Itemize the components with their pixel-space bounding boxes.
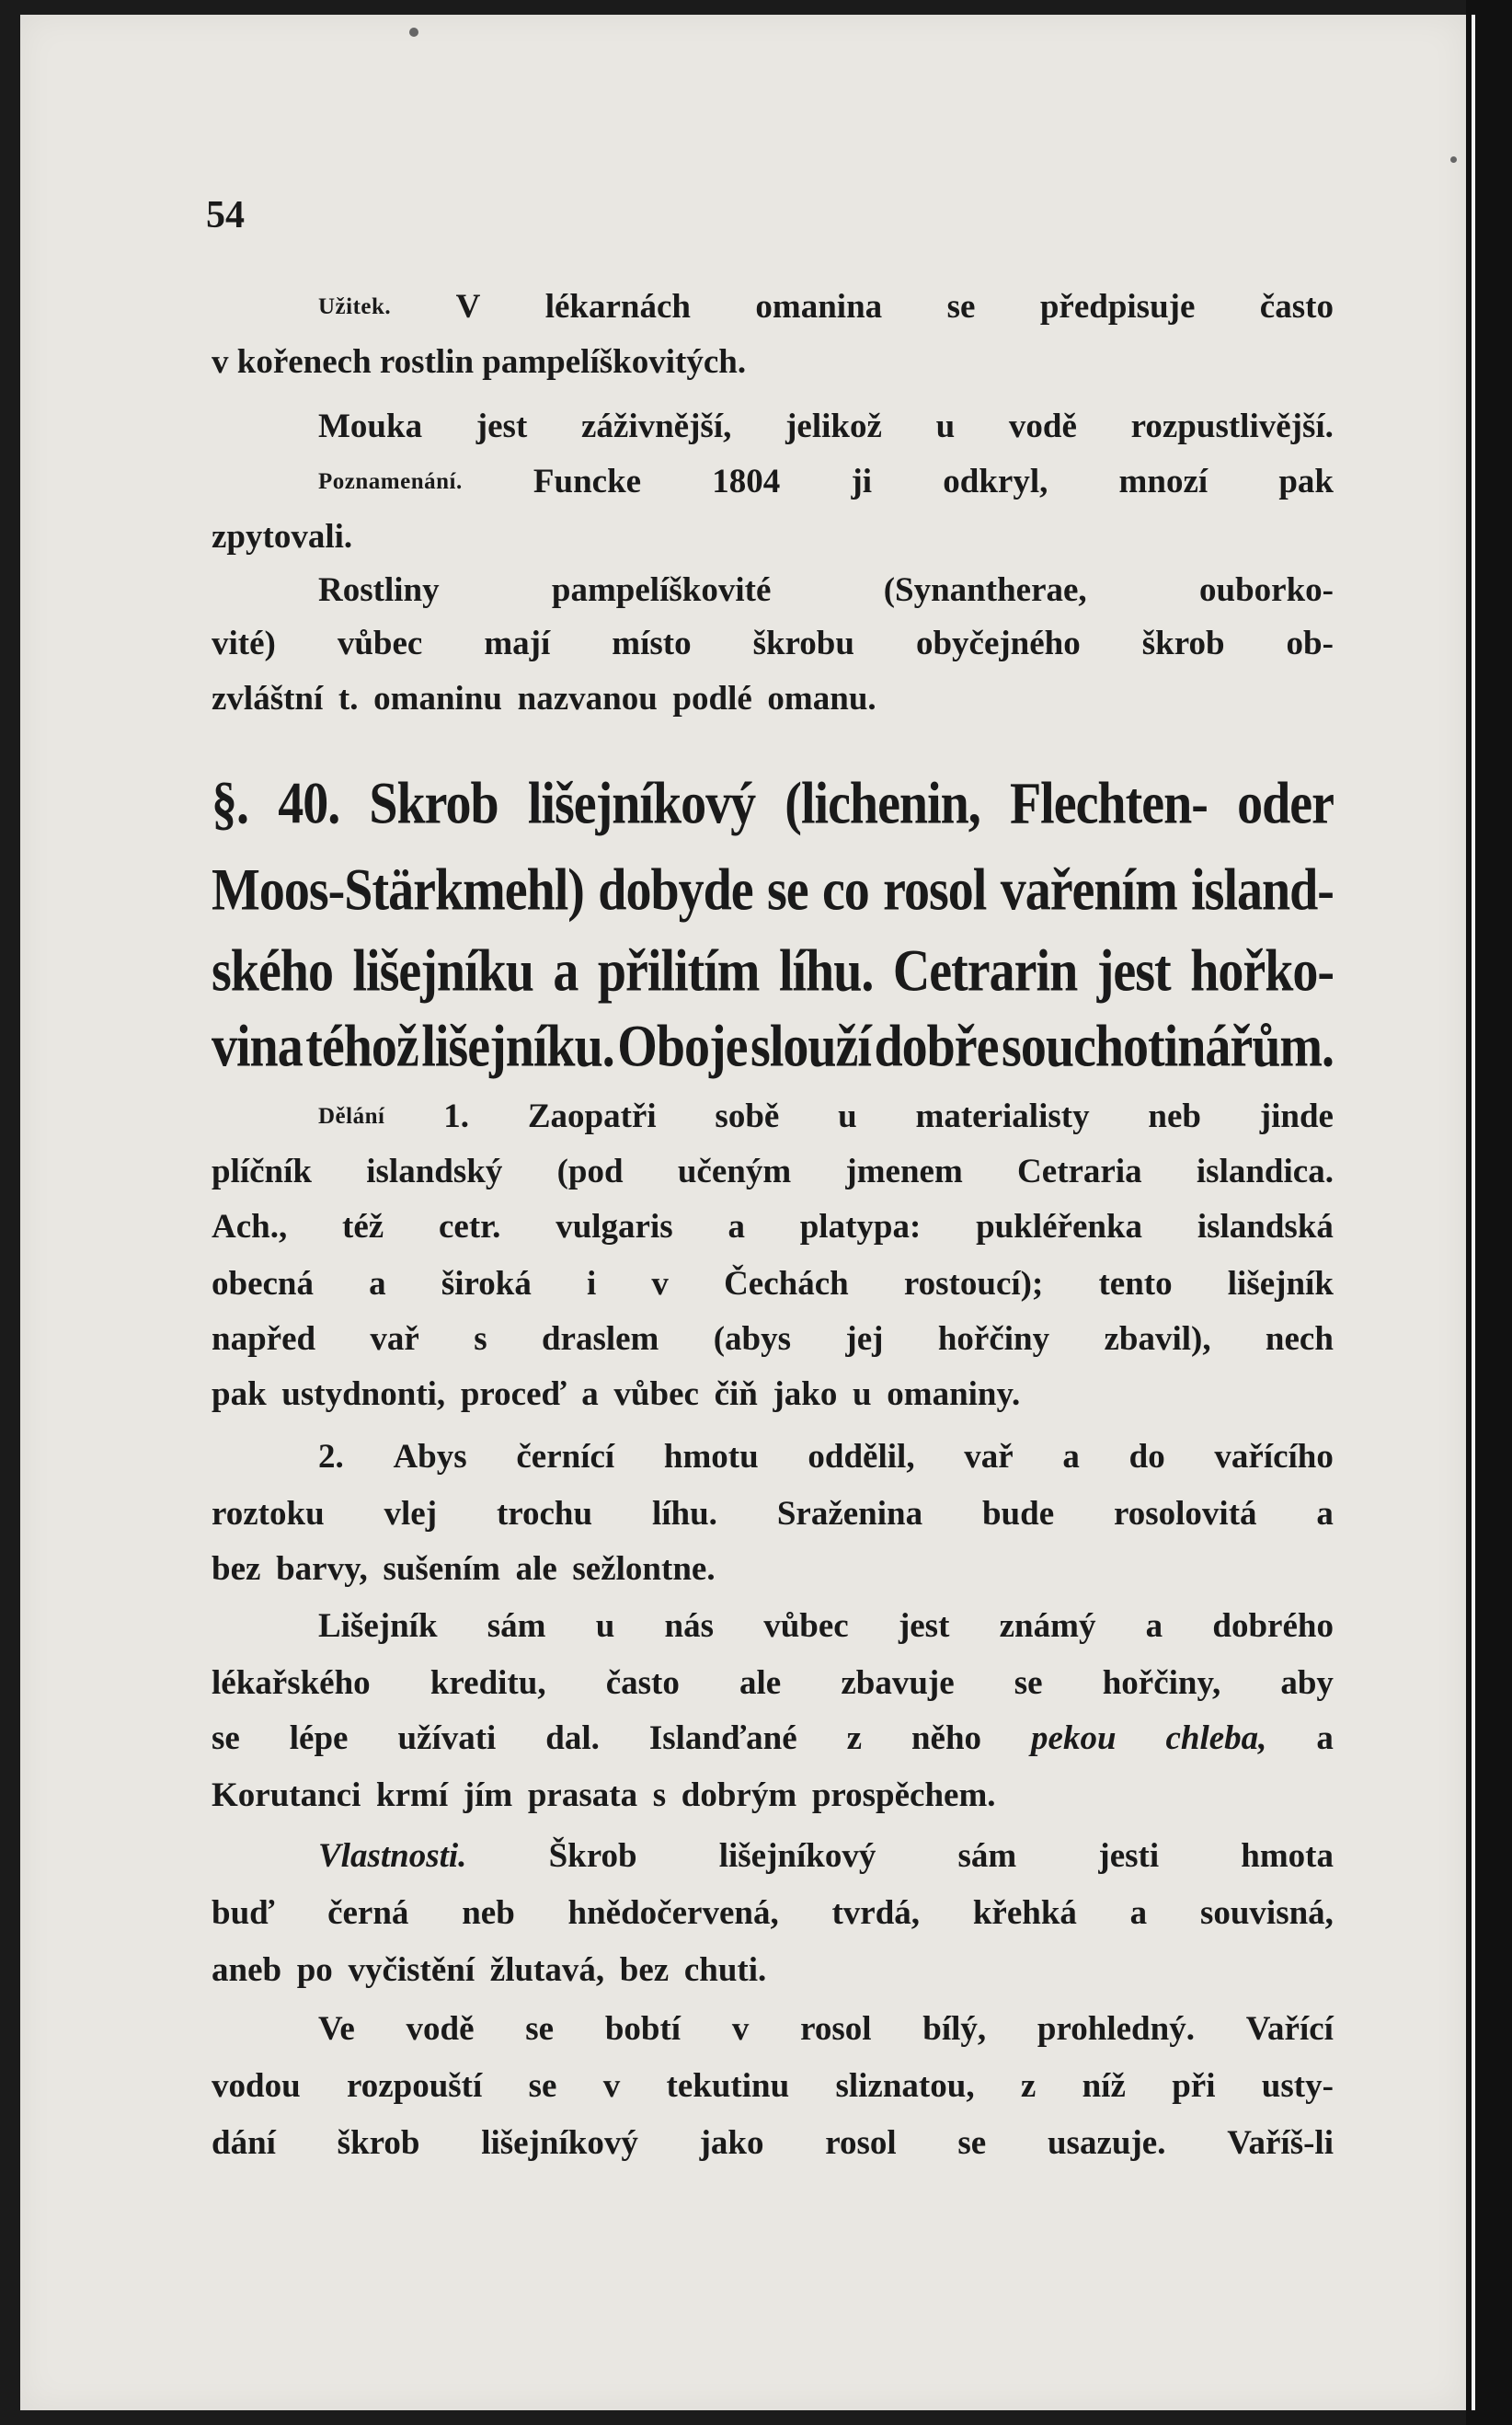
word: vodou [212,2067,301,2105]
text-line [318,285,1334,329]
word: vař [370,1320,419,1358]
word: jesti [1098,1837,1160,1875]
word: rosolovitá [1114,1495,1257,1533]
word: zbavuje [841,1664,955,1702]
word: hmotu [663,1438,759,1476]
word: do [1128,1438,1165,1476]
word: lišejníkový [718,1837,876,1875]
word: škrob [1141,625,1225,662]
word: lišejníku [352,938,533,1005]
word: a [727,1208,745,1246]
word: hořčiny, [1102,1664,1221,1702]
word: 1804 [712,463,781,500]
word: Rostliny [318,571,440,609]
word: V [455,288,481,326]
word: Sraženina [776,1495,923,1533]
page-edge [1472,15,1475,2410]
word: lišejníku. [421,1014,614,1080]
word: prohledný. [1037,2010,1195,2048]
word: islandica. [1196,1153,1334,1190]
word: pekou [1031,1719,1117,1757]
word: Čechách [724,1265,849,1303]
word: roztoku [212,1495,325,1533]
word: jako [773,1375,838,1413]
word: chleba, [1165,1719,1267,1757]
word: usty- [1261,2067,1334,2105]
word: sežlontne. [572,1550,716,1588]
word: obyčejného [915,625,1081,662]
word: islandská [1197,1208,1334,1246]
word: se [528,2067,557,2105]
word: hořko- [1190,938,1334,1005]
word: vař [964,1438,1014,1476]
word: vodě [1008,408,1077,445]
word: u [595,1607,615,1645]
word: Mouka [318,408,423,445]
word: sám [957,1837,1017,1875]
word: u [853,1375,872,1413]
word: a [1062,1438,1080,1476]
word: žlutavá, [489,1951,605,1989]
text-line [212,2121,1334,2166]
word: hořčiny [937,1320,1050,1358]
word: jmenem [845,1153,963,1190]
text-line [318,2007,1334,2051]
word: co [821,857,869,924]
word: lékařského [212,1664,371,1702]
word: lišejník [1227,1265,1334,1303]
word: omaniny. [887,1375,1021,1413]
word: jest [1096,938,1171,1005]
word: lišejníkový [527,771,756,837]
word: Škrob [548,1837,637,1875]
word: sliznatou, [835,2067,975,2105]
word: záživnější, [580,408,732,445]
word: omaninu [373,680,502,718]
text-line [212,2064,1334,2109]
word: a [369,1265,386,1303]
word: neb [462,1894,515,1932]
word: nazvanou [517,680,658,718]
word: Funcke [533,463,642,500]
word: škrob [337,2124,420,2162]
word: tekutinu [666,2067,790,2105]
word: mají [484,625,551,662]
text-line [318,569,1334,613]
word: trochu [496,1495,593,1533]
word: a [1316,1719,1334,1757]
word: t. [338,680,359,718]
word: rosol [825,2124,897,2162]
word: jinde [1259,1098,1334,1135]
word: jest [475,408,528,445]
word: ob- [1286,625,1334,662]
word: lékarnách [544,288,691,326]
word: z [1020,2067,1037,2105]
text-line [212,1150,1334,1194]
word: dání [212,2124,276,2162]
word: Vařící [1245,2010,1334,2048]
word: s [652,1776,667,1814]
word: vlej [384,1495,438,1533]
word: bobtí [604,2010,682,2048]
word: kreditu, [430,1664,546,1702]
word: černá [327,1894,409,1932]
word: se [525,2010,555,2048]
word: platypa: [799,1208,922,1246]
word: černící [516,1438,615,1476]
text-line [212,622,1334,666]
word: předpisuje [1039,288,1196,326]
word: nech [1265,1320,1334,1358]
word: a [1145,1607,1163,1645]
word: v [731,2010,750,2048]
word: lišejníkový [481,2124,638,2162]
word: vyčistění [348,1951,475,1989]
word: přilitím [597,938,760,1005]
word: aby [1280,1664,1334,1702]
word: lépe [289,1719,349,1757]
word: ského [212,938,333,1005]
word: se [212,1719,240,1757]
word: po [296,1951,333,1989]
word: líhu. [651,1495,717,1533]
word: a [1316,1495,1334,1533]
word: něho [911,1719,982,1757]
word: omanina [755,288,883,326]
page-number: 54 [206,194,245,236]
word: ale [739,1664,782,1702]
word: zvláštní [212,680,324,718]
word: vodě [406,2010,475,2048]
word: Ve [318,2010,355,2048]
word: se [957,2124,987,2162]
text-line [318,1435,1334,1479]
word: ouborko- [1199,571,1334,609]
word: křehká [972,1894,1077,1932]
word: buď [212,1894,275,1932]
word: krmí [376,1776,449,1814]
word: jej [845,1320,884,1358]
word: škrobu [752,625,854,662]
word: rozpouští [346,2067,483,2105]
text-line [318,1834,1334,1879]
word: rosol [800,2010,872,2048]
word: souchotinářům. [1002,1014,1334,1080]
word: slouží [750,1014,871,1080]
word: aneb [212,1951,282,1989]
word: Korutanci [212,1776,361,1814]
word: u [935,408,956,445]
word: Skrob [369,771,498,837]
text-line [318,1604,1334,1649]
word: bude [981,1495,1055,1533]
scan-speck [1450,156,1457,163]
word: mnozí [1118,463,1208,500]
word: rostoucí); [903,1265,1044,1303]
word: (Synantherae, [883,571,1087,609]
word: téhož [305,1014,418,1080]
word: vité) [212,625,276,662]
word: neb [1148,1098,1201,1135]
word: Abys [393,1438,467,1476]
word: z [846,1719,863,1757]
text-line [212,515,1334,559]
word: podlé [672,680,752,718]
word: líhu. [778,938,874,1005]
word: učeným [677,1153,792,1190]
word: Moos-Stärkmehl) [212,857,584,924]
word: sám [487,1607,546,1645]
word: ale [515,1550,557,1588]
word: draslem [541,1320,659,1358]
word: často [605,1664,680,1702]
word: Ach., [212,1208,288,1246]
word: se [1014,1664,1043,1702]
text-line [212,1661,1334,1706]
word: ustydnonti, [281,1375,446,1413]
word: hmota [1241,1837,1334,1875]
word: místo [612,625,692,662]
word: (lichenin, [785,771,980,837]
word: §. [212,771,248,837]
word: bez [619,1951,670,1989]
word: Užitek. [318,294,392,319]
word: i [586,1265,597,1303]
word: v [651,1265,669,1303]
word: plíčník [212,1153,312,1190]
word: napřed [212,1320,316,1358]
word: pak [212,1375,267,1413]
text-line [212,1205,1334,1249]
word: odkryl, [943,463,1048,500]
word: barvy, [276,1550,368,1588]
text-line [212,1774,1334,1818]
word: prospěchem. [811,1776,996,1814]
word: čiň [714,1375,758,1413]
word: vůbec [613,1375,699,1413]
heading-line [212,766,1334,843]
word: vůbec [337,625,423,662]
text-line [318,405,1334,449]
word: materialisty [915,1098,1090,1135]
word: dobře [874,1014,999,1080]
word: island- [1191,857,1334,924]
word: souvisná, [1199,1894,1334,1932]
text-line [212,1492,1334,1536]
word: sušením [383,1550,500,1588]
word: bez [212,1550,261,1588]
word: a [1129,1894,1148,1932]
word: tento [1098,1265,1173,1303]
word: (pod [556,1153,624,1190]
word: v [602,2067,621,2105]
word: proceď [460,1375,567,1413]
word: často [1259,288,1334,326]
word: vina [212,1014,303,1080]
word: Cetrarin [892,938,1078,1005]
word: a [581,1375,599,1413]
word: tvrdá, [831,1894,921,1932]
text-line [212,1717,1334,1761]
word: Vlastnosti. [318,1837,467,1875]
word: zpytovali. [212,518,353,556]
heading-line [212,934,1334,1010]
word: v kořenech rostlin pampelíškovitých. [212,343,747,381]
word: chuti. [683,1951,767,1989]
word: a [553,938,578,1005]
word: vůbec [763,1607,849,1645]
word: Lišejník [318,1607,438,1645]
text-line [318,1095,1334,1139]
text-line [318,460,1334,504]
word: rozpustlivější. [1130,408,1334,445]
word: jelikož [785,408,882,445]
word: pak [1278,463,1334,500]
word: při [1172,2067,1216,2105]
text-line [212,1317,1334,1362]
word: oder [1237,771,1334,837]
word: vulgaris [556,1208,673,1246]
word: zbavil), [1104,1320,1211,1358]
word: též [342,1208,384,1246]
word: omanu. [767,680,876,718]
word: vařícího [1214,1438,1334,1476]
word: Oboje [617,1014,748,1080]
text-line [212,340,1334,385]
word: 40. [278,771,340,837]
heading-line [212,1009,1334,1086]
word: rosol [883,857,987,924]
word: jako [699,2124,764,2162]
word: dobrým [681,1776,797,1814]
word: vařením [1000,857,1177,924]
word: nás [664,1607,714,1645]
word: užívati [397,1719,497,1757]
heading-line [212,853,1334,929]
word: níž [1082,2067,1126,2105]
word: jest [898,1607,950,1645]
text-line [212,1547,1334,1592]
word: široká [441,1265,532,1303]
word: islandský [366,1153,503,1190]
word: bílý, [922,2010,987,2048]
word: pukléřenka [976,1208,1143,1246]
word: Dělání [318,1104,385,1129]
word: sobě [715,1098,780,1135]
word: jím [463,1776,513,1814]
word: dobyde [598,857,753,924]
word: dobrého [1212,1607,1334,1645]
word: dal. [545,1719,600,1757]
word: Cetraria [1017,1153,1142,1190]
word: Islanďané [648,1719,797,1757]
word: Flechten- [1009,771,1208,837]
word: (abys [713,1320,792,1358]
word: Poznamenání. [318,469,463,494]
word: hnědočervená, [567,1894,779,1932]
word: 1. [443,1098,470,1135]
word: známý [999,1607,1096,1645]
text-line [212,1891,1334,1936]
word: pampelíškovité [551,571,772,609]
word: ji [851,463,873,500]
text-line [212,1948,1334,1993]
text-line [212,677,1334,721]
word: cetr. [438,1208,501,1246]
scan-speck [409,28,418,37]
word: oddělil, [808,1438,915,1476]
word: s [474,1320,487,1358]
word: se [766,857,808,924]
word: Zaopatři [527,1098,657,1135]
word: u [838,1098,857,1135]
text-line [212,1373,1334,1417]
text-line [212,1262,1334,1306]
word: obecná [212,1265,314,1303]
word: Vaříš-li [1227,2124,1334,2162]
word: prasata [527,1776,638,1814]
word: se [946,288,976,326]
word: usazuje. [1047,2124,1166,2162]
word: 2. [318,1438,344,1476]
